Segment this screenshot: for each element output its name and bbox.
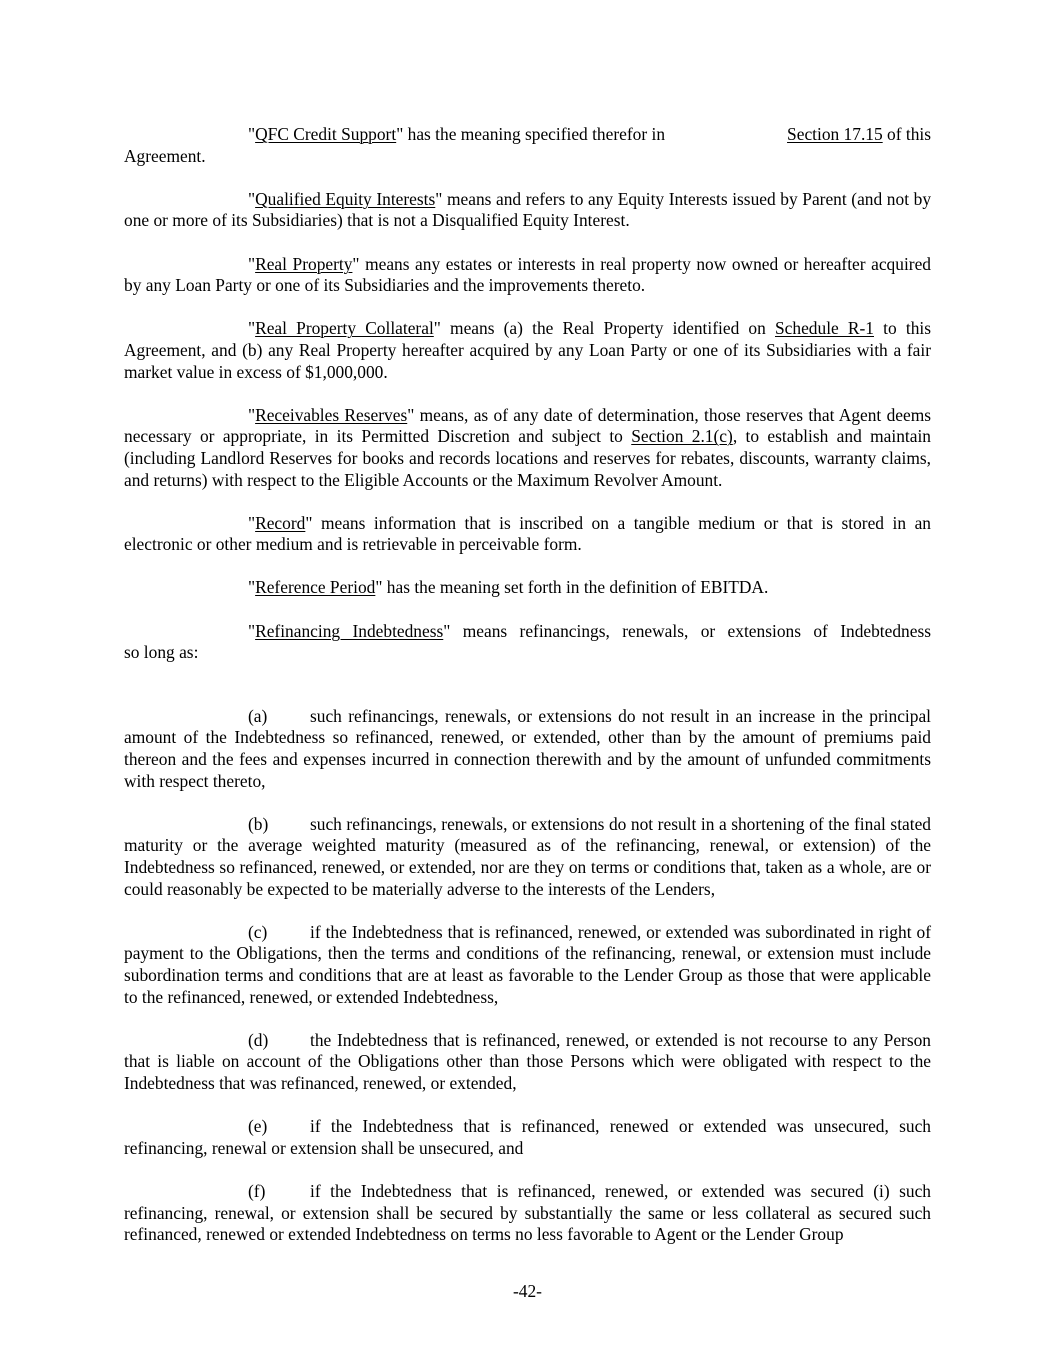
clause-label: (f) — [248, 1180, 266, 1201]
definition-record: "Record" means information that is inscribed on a tangible medium or that is stored in an electronic or other medium and is retrievable in perceivable form. — [124, 512, 931, 555]
page-number: -42- — [513, 1281, 542, 1301]
clause-text: if the Indebtedness that is refinanced, renewed or extended was unsecured, such refinancing, renewal or extension shall be unsecured, and — [124, 1116, 931, 1158]
definition-receivables-reserves: "Receivables Reserves" means, as of any date of determination, those reserves that Agent deems necessary or appropriate, in its Permitted Discretion and subject to Section 2.1(c), to establish and maintain (including Landlord Reserves for books and records locations and reserves for rebates, discounts, warranty claims, and returns) with respect to the Eligible Accounts or the Maximum Revolver Amount. — [124, 404, 932, 490]
clause-label: (c) — [248, 921, 268, 942]
qfc-lead: "QFC Credit Support" has the meaning specified therefor in — [248, 124, 666, 144]
clause-f — [124, 1181, 931, 1246]
clause-a — [124, 706, 931, 792]
clause-c — [124, 922, 931, 1008]
clause-text: if the Indebtedness that is refinanced, renewed, or extended was secured (i) such refinancing, renewal, or extension shall be secured by substantially the same or less collateral as secured such refinanced, renewed or extended Indebtedness on terms no less favorable to Agent or the Lender Group — [124, 1180, 931, 1245]
ref-section-2-1-c: Section 2.1(c) — [631, 426, 733, 447]
clause-label: (b) — [248, 813, 269, 834]
term-record: Record — [255, 512, 306, 533]
term-real-property: Real Property — [255, 253, 353, 274]
definition-real-property: "Real Property" means any estates or interests in real property now owned or hereafter acquired by any Loan Party or one of its Subsidiaries and the improvements thereto. — [124, 253, 931, 296]
clause-text: the Indebtedness that is refinanced, renewed, or extended is not recourse to any Person that is liable on account of the Obligations other than those Persons which were obligated with respect to the Indebtedness that was refinanced, renewed, or extended, — [124, 1029, 931, 1093]
clause-d — [124, 1030, 931, 1095]
clause-text: such refinancings, renewals, or extensions do not result in a shortening of the final stated maturity or the average weighted maturity (measured as of the refinancing, renewal, or extension) of the Indebtedness so refinanced, renewed, or extended, nor are they on terms or conditions that, taken as a whole, are or could reasonably be expected to be materially adverse to the interests of the Lenders, — [124, 813, 931, 899]
clause-label: (a) — [248, 705, 268, 726]
clause-label: (e) — [248, 1116, 268, 1137]
document-page — [124, 124, 931, 1267]
definition-refinancing-indebtedness — [124, 621, 931, 664]
definition-real-property-collateral: "Real Property Collateral" means (a) the Real Property identified on Schedule R-1 to this Agreement, and (b) any Real Property hereafter acquired by any Loan Party or one of its Subsidiaries with a fair market value in excess of $1,000,000. — [124, 318, 931, 382]
refinancing-line2: so long as: — [124, 642, 199, 663]
qfc-line2: Agreement. — [124, 145, 206, 166]
definition-reference-period: "Reference Period" has the meaning set forth in the definition of EBITDA. — [248, 577, 769, 598]
ref-section-17-15: Section 17.15 — [787, 124, 883, 144]
qfc-ref: Section 17.15 of this — [787, 124, 931, 144]
definition-qualified-equity-interests: "Qualified Equity Interests" means and refers to any Equity Interests issued by Parent (and not by one or more of its Subsidiaries) that is not a Disqualified Equity Interest. — [124, 188, 932, 231]
clause-text: such refinancings, renewals, or extensions do not result in an increase in the principal amount of the Indebtedness so refinanced, renewed, or extended, other than by the amount of premiums paid thereon and the fees and expenses incurred in connection therewith and by the amount of unfunded commitments with respect thereto, — [124, 705, 931, 791]
ref-schedule-r-1: Schedule R-1 — [775, 318, 874, 339]
refinancing-line1: "Refinancing Indebtedness" means refinancings, renewals, or extensions of Indebtedness — [248, 620, 931, 641]
term-reference-period: Reference Period — [255, 577, 376, 598]
clause-text: if the Indebtedness that is refinanced, renewed, or extended was subordinated in right of payment to the Obligations, then the terms and conditions of the refinancing, renewal, or extension must include subordination terms and conditions that are at least as favorable to the Lender Group as those that were applicable to the refinanced, renewed, or extended Indebtedness, — [124, 921, 931, 1007]
clause-label: (d) — [248, 1029, 269, 1050]
term-real-property-collateral: Real Property Collateral — [255, 318, 434, 339]
clause-b — [124, 814, 931, 900]
term-qualified-equity-interests: Qualified Equity Interests — [255, 188, 436, 209]
clause-e — [124, 1116, 931, 1159]
term-refinancing-indebtedness: Refinancing Indebtedness — [255, 620, 444, 641]
definition-qfc-credit-support — [124, 124, 931, 167]
term-qfc-credit-support: QFC Credit Support — [255, 124, 397, 144]
term-receivables-reserves: Receivables Reserves — [255, 404, 408, 425]
